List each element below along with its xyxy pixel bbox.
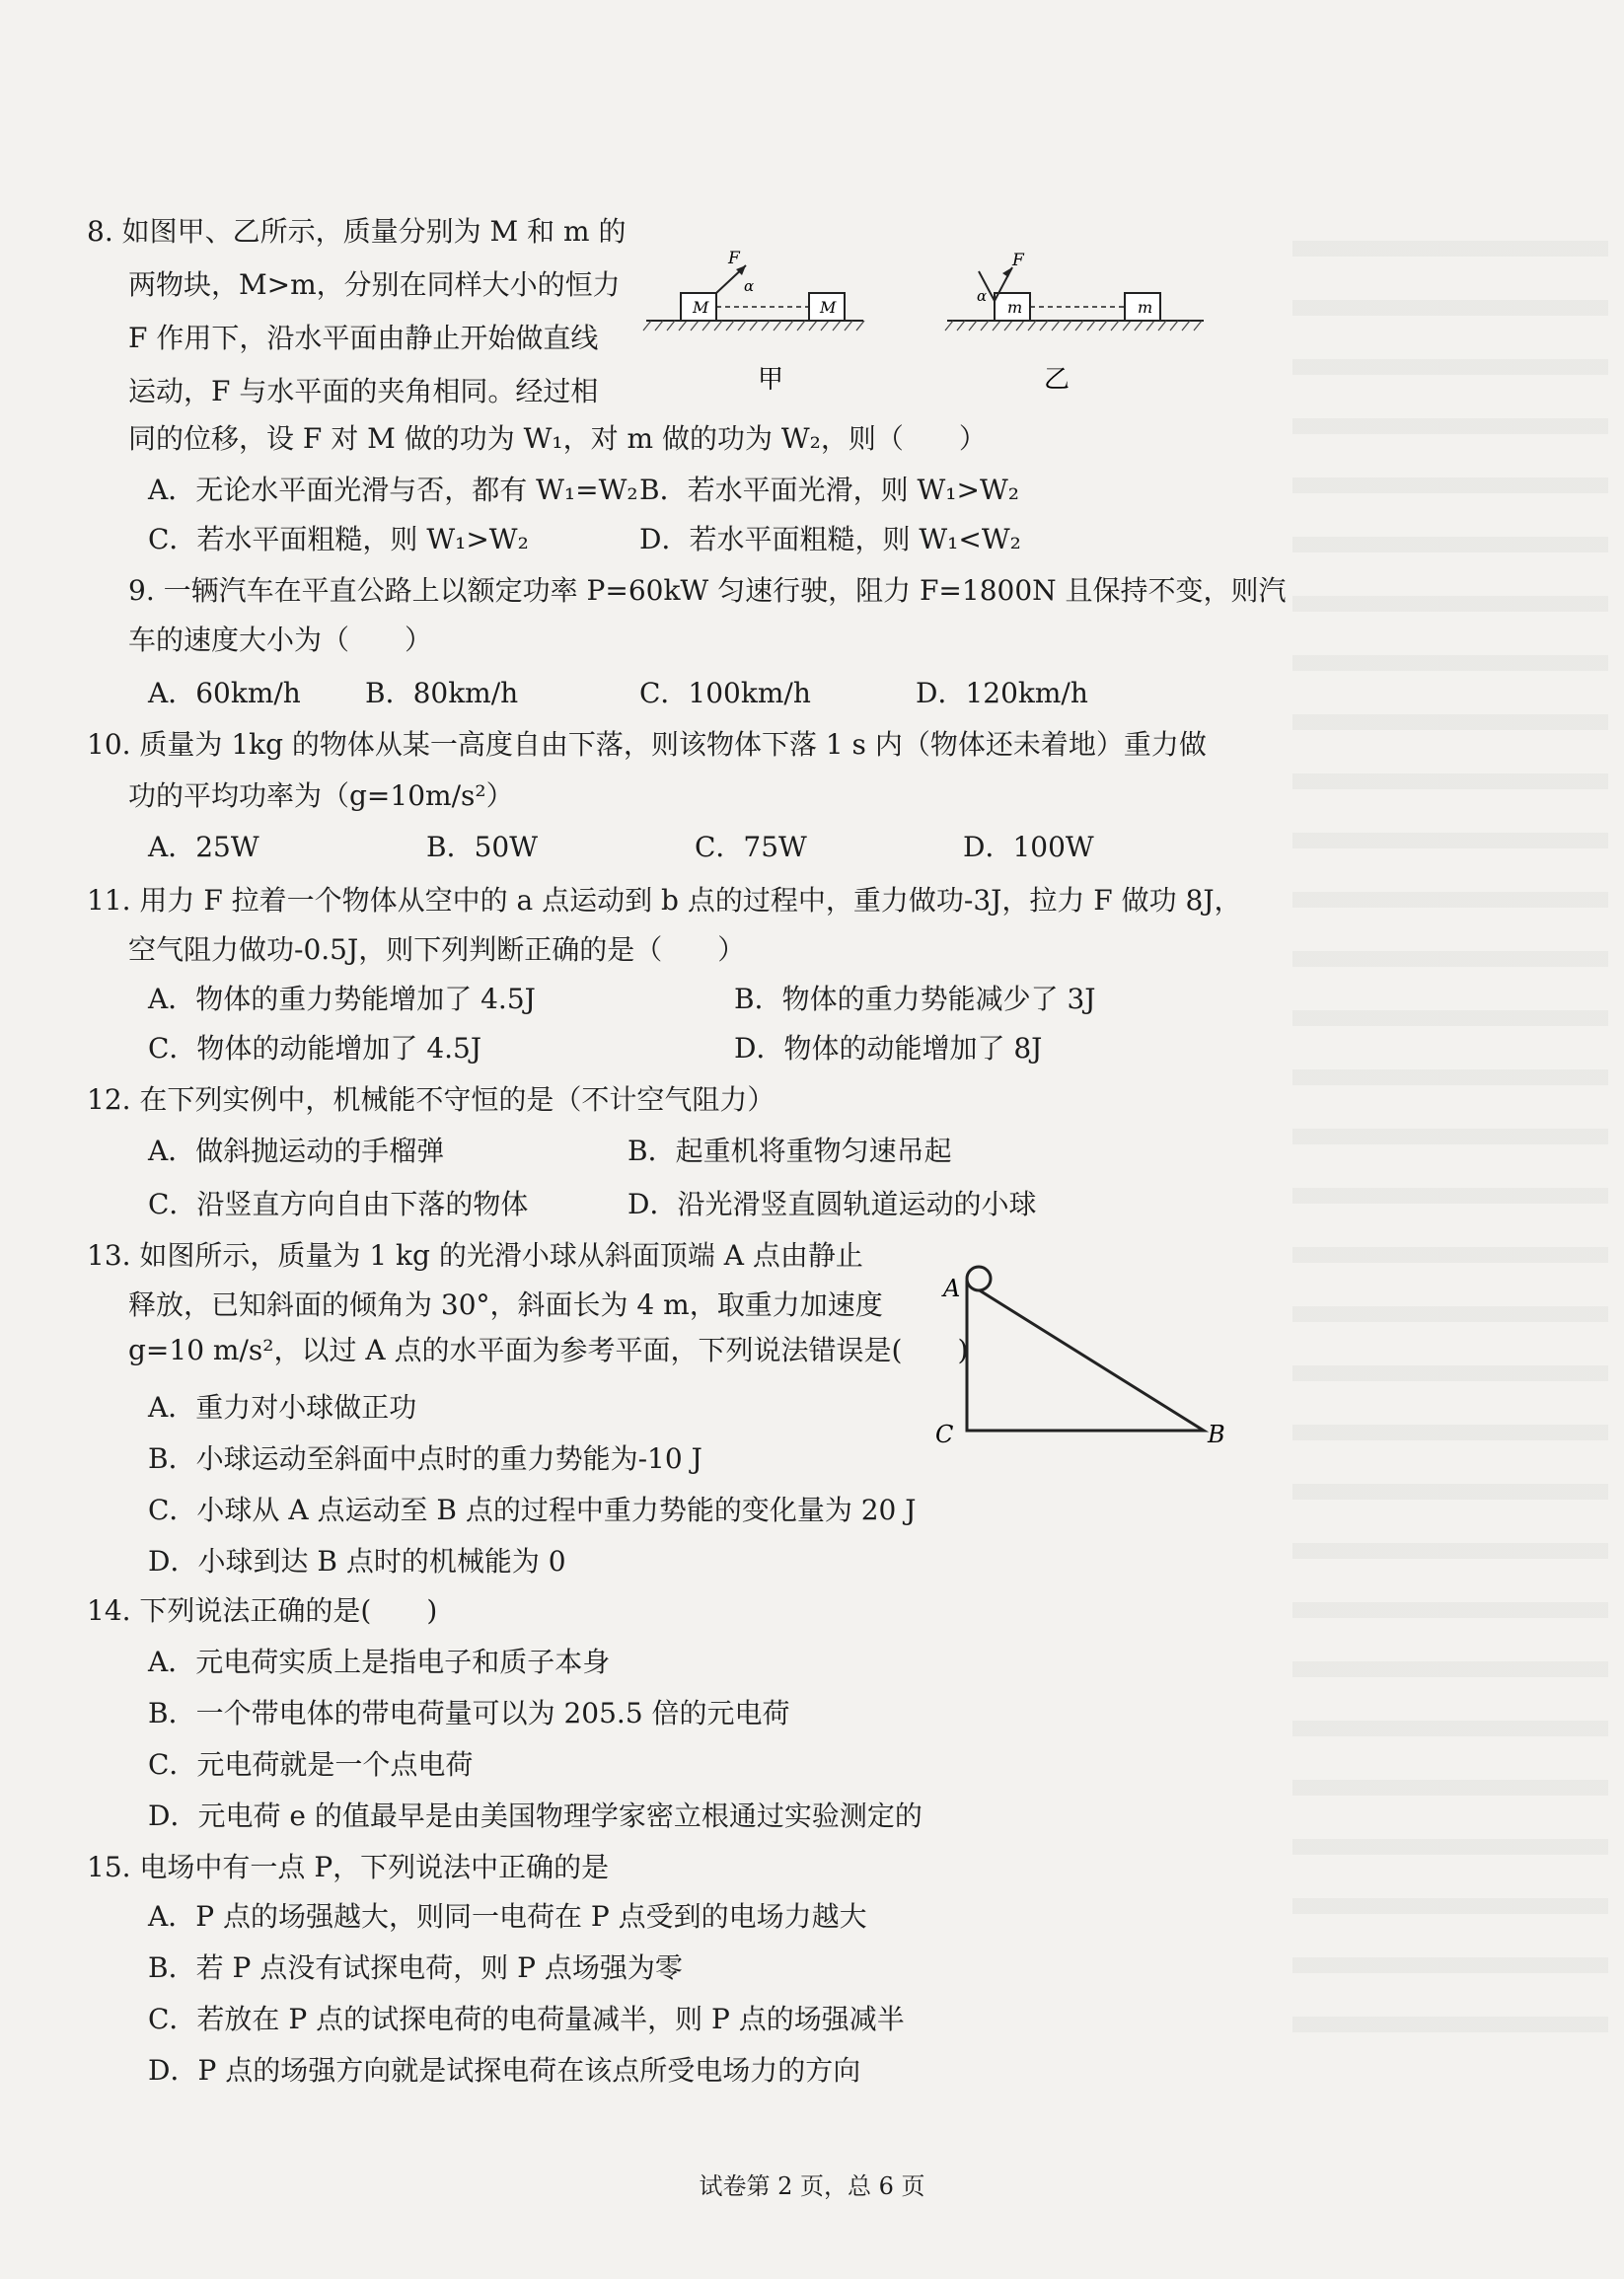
q15-option-c: C．若放在 P 点的试探电荷的电荷量减半，则 P 点的场强减半 [148, 2003, 905, 2035]
q8-right-block2-label: m [1138, 298, 1153, 317]
q8-line3: F 作用下，沿水平面由静止开始做直线 [128, 322, 599, 354]
q14-option-c: C．元电荷就是一个点电荷 [148, 1748, 474, 1781]
q9-option-d: D．120km/h [916, 677, 1088, 709]
q8-option-c: C．若水平面粗糙，则 W₁>W₂ [148, 523, 529, 555]
q12-option-d: D．沿光滑竖直圆轨道运动的小球 [627, 1188, 1037, 1220]
q14-line1: 14. 下列说法正确的是( ) [87, 1594, 438, 1627]
q10-line1: 10. 质量为 1kg 的物体从某一高度自由下落，则该物体下落 1 s 内（物体还未着地）重力做 [87, 728, 1207, 761]
q9-line2: 车的速度大小为（ ） [128, 624, 433, 656]
q12-line1: 12. 在下列实例中，机械能不守恒的是（不计空气阻力） [87, 1083, 775, 1116]
page-footer: 试卷第 2 页，总 6 页 [699, 2172, 925, 2200]
q8-line1: 8. 如图甲、乙所示，质量分别为 M 和 m 的 [87, 215, 627, 248]
q11-line1: 11. 用力 F 拉着一个物体从空中的 a 点运动到 b 点的过程中，重力做功-3J，拉力 F 做功 8J， [87, 884, 1242, 917]
q10-option-a: A．25W [148, 831, 259, 863]
q8-left-block2-label: M [820, 298, 837, 317]
q8-line5: 同的位移，设 F 对 M 做的功为 W₁，对 m 做的功为 W₂，则（ ） [128, 422, 987, 455]
q9-option-b: B．80km/h [365, 677, 519, 709]
q11-option-d: D．物体的动能增加了 8J [734, 1032, 1043, 1065]
q14-option-b: B．一个带电体的带电荷量可以为 205.5 倍的元电荷 [148, 1697, 790, 1729]
q8-right-block1-label: m [1007, 298, 1023, 317]
q11-option-b: B．物体的重力势能减少了 3J [734, 983, 1096, 1015]
q11-option-c: C．物体的动能增加了 4.5J [148, 1032, 482, 1065]
q13-option-c: C．小球从 A 点运动至 B 点的过程中重力势能的变化量为 20 J [148, 1494, 917, 1526]
q13-point-b: B [1208, 1421, 1225, 1448]
q10-option-c: C．75W [695, 831, 807, 863]
q13-line2: 释放，已知斜面的倾角为 30°，斜面长为 4 m，取重力加速度 [128, 1288, 883, 1321]
ball-icon [967, 1267, 991, 1290]
q10-option-d: D．100W [963, 831, 1094, 863]
q13-incline-figure [927, 1253, 1243, 1460]
q8-right-diagram [945, 251, 1204, 395]
q8-left-block1-label: M [693, 298, 709, 317]
q11-option-a: A．物体的重力势能增加了 4.5J [148, 983, 536, 1015]
q8-right-angle-label: α [977, 287, 988, 305]
q12-option-c: C．沿竖直方向自由下落的物体 [148, 1188, 529, 1220]
q8-line2: 两物块，M>m，分别在同样大小的恒力 [128, 268, 621, 301]
q8-left-caption: 甲 [758, 365, 784, 395]
q12-option-a: A．做斜抛运动的手榴弹 [148, 1135, 445, 1167]
q13-line3: g=10 m/s²，以过 A 点的水平面为参考平面，下列说法错误是( ) [128, 1334, 969, 1366]
q12-option-b: B．起重机将重物匀速吊起 [627, 1135, 952, 1167]
q15-option-b: B．若 P 点没有试探电荷，则 P 点场强为零 [148, 1951, 683, 1984]
q11-line2: 空气阻力做功-0.5J，则下列判断正确的是（ ） [128, 933, 746, 966]
q13-option-b: B．小球运动至斜面中点时的重力势能为-10 J [148, 1442, 702, 1475]
bleed-through-text [1292, 197, 1608, 2072]
q8-option-d: D．若水平面粗糙，则 W₁<W₂ [639, 523, 1021, 555]
q8-left-diagram [643, 249, 864, 395]
q10-line2: 功的平均功率为（g=10m/s²） [128, 779, 514, 812]
q13-option-a: A．重力对小球做正功 [148, 1391, 417, 1424]
q8-right-caption: 乙 [1044, 365, 1070, 395]
q10-option-b: B．50W [426, 831, 538, 863]
q8-line4: 运动，F 与水平面的夹角相同。经过相 [128, 375, 599, 407]
q15-option-a: A．P 点的场强越大，则同一电荷在 P 点受到的电场力越大 [148, 1900, 867, 1933]
q13-point-c: C [935, 1421, 954, 1448]
q9-line1: 9. 一辆汽车在平直公路上以额定功率 P=60kW 匀速行驶，阻力 F=1800N 且保持不变，则汽 [128, 574, 1287, 607]
q8-option-b: B．若水平面光滑，则 W₁>W₂ [639, 474, 1019, 506]
q13-point-a: A [943, 1275, 961, 1302]
q8-left-angle-label: α [744, 277, 755, 295]
q15-option-d: D．P 点的场强方向就是试探电荷在该点所受电场力的方向 [148, 2054, 861, 2087]
q8-figure [641, 242, 1214, 400]
q14-option-a: A．元电荷实质上是指电子和质子本身 [148, 1646, 611, 1678]
q13-line1: 13. 如图所示，质量为 1 kg 的光滑小球从斜面顶端 A 点由静止 [87, 1239, 863, 1272]
q9-option-c: C．100km/h [639, 677, 811, 709]
q8-right-force-label: F [1012, 251, 1024, 270]
q14-option-d: D．元电荷 e 的值最早是由美国物理学家密立根通过实验测定的 [148, 1800, 923, 1832]
q8-left-force-label: F [728, 249, 740, 268]
q15-line1: 15. 电场中有一点 P，下列说法中正确的是 [87, 1851, 610, 1883]
q9-option-a: A．60km/h [148, 677, 301, 709]
q13-option-d: D．小球到达 B 点时的机械能为 0 [148, 1545, 566, 1578]
q8-option-a: A．无论水平面光滑与否，都有 W₁=W₂ [148, 474, 638, 506]
